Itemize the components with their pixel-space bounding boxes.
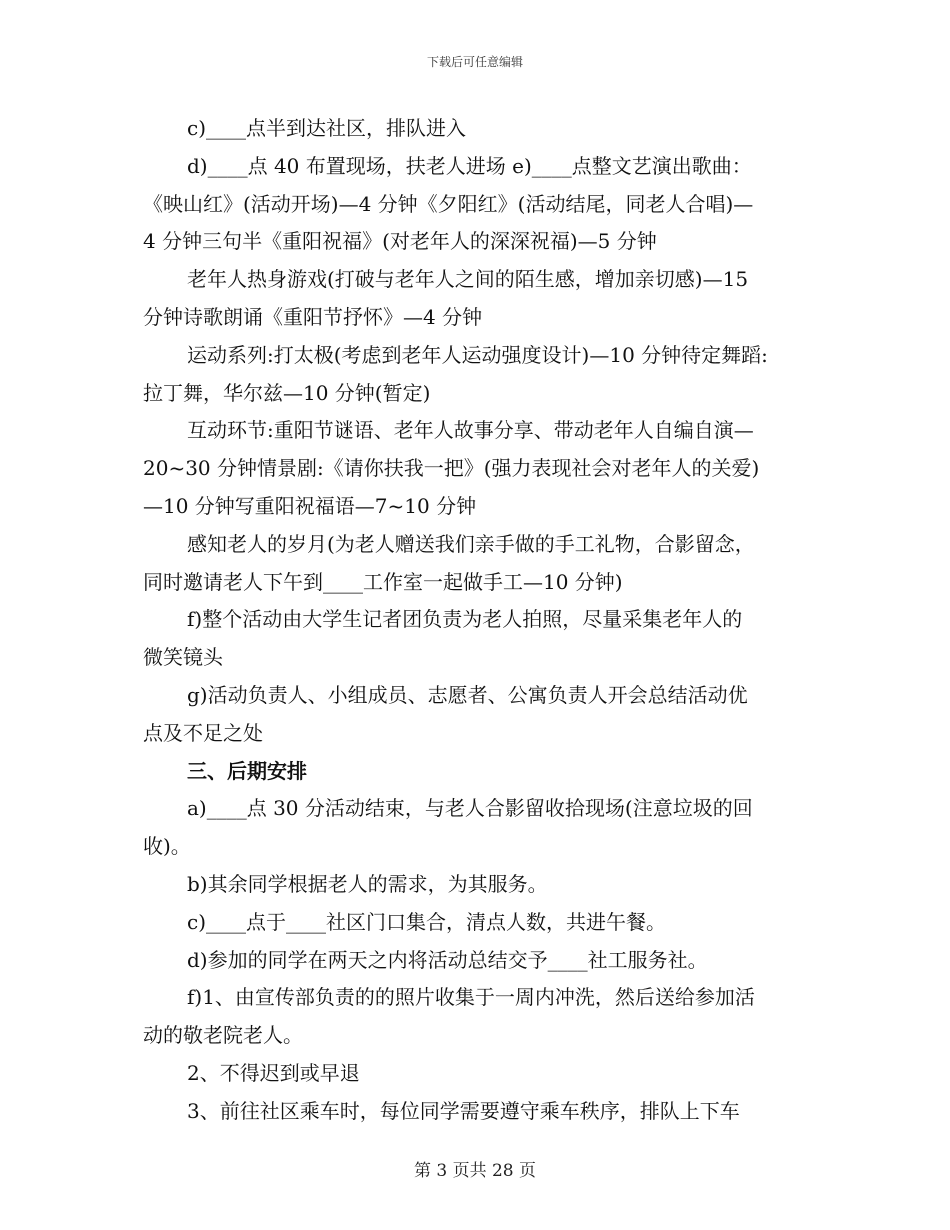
text-line: 点及不足之处	[143, 720, 263, 745]
text-line: g)活动负责人、小组成员、志愿者、公寓负责人开会总结活动优	[187, 682, 748, 707]
text-line: c)____点半到达社区，排队进入	[187, 116, 467, 140]
text-line: 20~30 分钟情景剧:《请你扶我一把》(强力表现社会对老年人的关爱)	[143, 456, 760, 481]
text-line: 老年人热身游戏(打破与老年人之间的陌生感，增加亲切感)—15	[187, 267, 749, 292]
text-line: d)参加的同学在两天之内将活动总结交予____社工服务社。	[187, 947, 708, 972]
text-line: c)____点于____社区门口集合，清点人数，共进午餐。	[187, 909, 667, 934]
text-line: 互动环节:重阳节谜语、老年人故事分享、带动老年人自编自演—	[187, 418, 754, 443]
text-line: b)其余同学根据老人的需求，为其服务。	[187, 871, 548, 896]
page-header: 下载后可任意编辑	[426, 55, 523, 69]
text-line: d)____点 40 布置现场，扶老人进场 e)____点整文艺演出歌曲：	[187, 153, 752, 178]
page-footer: 第 3 页共 28 页	[413, 1161, 537, 1181]
text-line: 同时邀请老人下午到____工作室一起做手工—10 分钟)	[143, 569, 623, 594]
section-heading: 三、后期安排	[187, 758, 307, 783]
text-line: a)____点 30 分活动结束，与老人合影留收拾现场(注意垃圾的回	[187, 796, 753, 821]
text-line: 动的敬老院老人。	[143, 1023, 303, 1048]
text-line: 收)。	[143, 834, 191, 859]
text-line: 感知老人的岁月(为老人赠送我们亲手做的手工礼物，合影留念，	[187, 531, 755, 556]
text-line: 微笑镜头	[143, 645, 223, 670]
text-line: 拉丁舞，华尔兹—10 分钟(暂定)	[143, 380, 431, 405]
document-body	[143, 110, 815, 1131]
text-line: 运动系列:打太极(考虑到老年人运动强度设计)—10 分钟待定舞蹈:	[187, 342, 768, 367]
text-line: 3、前往社区乘车时，每位同学需要遵守乘车秩序，排队上下车	[187, 1098, 740, 1123]
text-line: —10 分钟写重阳祝福语—7~10 分钟	[143, 493, 477, 518]
text-line: f)1、由宣传部负责的的照片收集于一周内冲洗，然后送给参加活	[187, 985, 755, 1010]
text-line: 4 分钟三句半《重阳祝福》(对老年人的深深祝福)—5 分钟	[143, 229, 657, 254]
text-line: 分钟诗歌朗诵《重阳节抒怀》—4 分钟	[143, 304, 483, 329]
text-line: f)整个活动由大学生记者团负责为老人拍照，尽量采集老年人的	[187, 607, 743, 632]
text-line: 《映山红》(活动开场)—4 分钟《夕阳红》(活动结尾，同老人合唱)—	[143, 191, 754, 216]
text-line: 2、不得迟到或早退	[187, 1060, 360, 1085]
